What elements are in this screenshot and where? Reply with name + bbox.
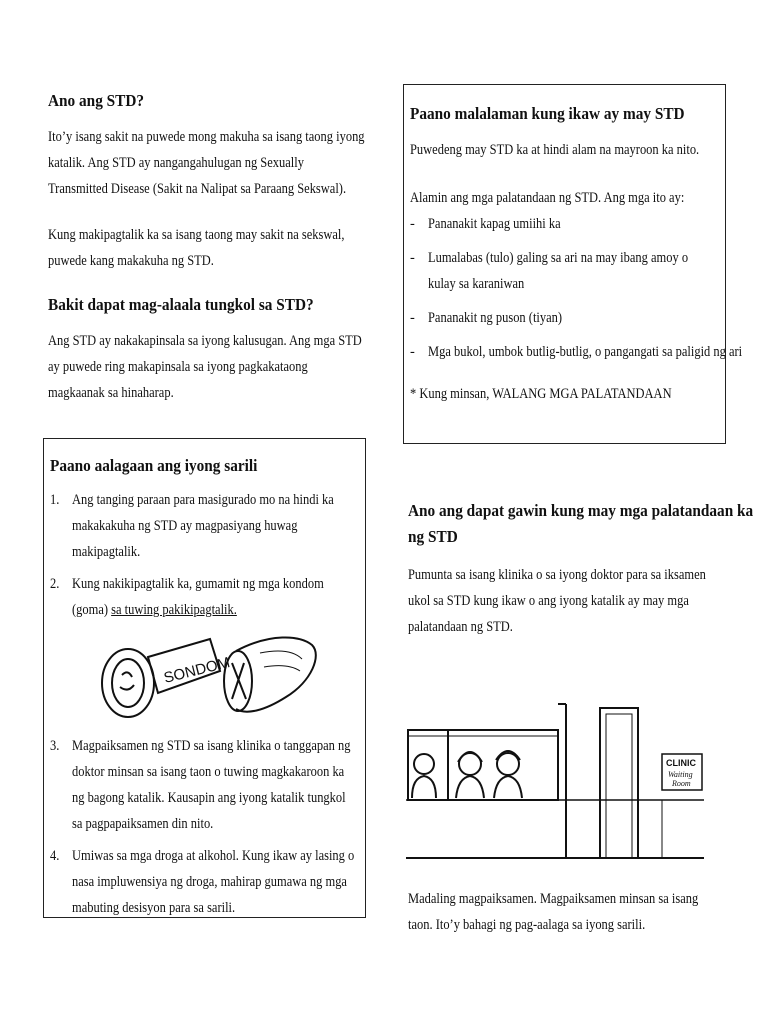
underlined-text: sa tuwing pakikipagtalik. [111, 602, 237, 618]
sign-text: Mga bukol, umbok butlig-butlig, o pangangati sa paligid ng ari [428, 344, 743, 360]
list-number: 1. [50, 492, 60, 508]
heading-what-to-do-line2: ng STD [408, 527, 458, 546]
know-std-paragraph-2: Alamin ang mga palatandaan ng STD. Ang mga ito ay: [410, 190, 685, 206]
list-item-text: Ang tanging paraan para masigurado mo na hindi ka makakakuha ng STD ay magpasiyang huwag makipagtalik. [72, 492, 334, 560]
list-item [50, 487, 359, 565]
condom-illustration [50, 623, 350, 733]
list-item [50, 733, 359, 837]
list-item [50, 571, 359, 623]
list-item-text [72, 571, 358, 623]
list-number: 4. [50, 848, 60, 864]
list-item [410, 339, 743, 365]
list-item [410, 305, 719, 331]
list-item-text: Umiwas sa mga droga at alkohol. Kung ikaw ay lasing o nasa impluwensiya ng droga, mahirap gumawa ng mga mabuting desisyon para sa sarili. [72, 848, 355, 916]
dash-bullet: - [410, 250, 415, 266]
list-item [410, 211, 719, 237]
clinic-sign-line2: Waiting [668, 770, 693, 779]
know-std-box [403, 84, 743, 444]
signs-list [410, 211, 743, 365]
no-signs-note: * Kung minsan, WALANG MGA PALATANDAAN [410, 386, 672, 402]
clinic-sign-line3: Room [672, 779, 691, 788]
heading-why-care: Bakit dapat mag-alaala tungkol sa STD? [48, 295, 314, 314]
sign-text: Pananakit kapag umiihi ka [428, 216, 561, 232]
closing-paragraph: Madaling magpaiksamen. Magpaiksamen minsan sa isang taon. Ito’y bahagi ng pag-aalaga sa iyong sarili. [408, 891, 699, 933]
dash-bullet: - [410, 344, 415, 360]
what-is-std-paragraph-2: Kung makipagtalik ka sa isang taong may sakit na sekswal, puwede kang makakuha ng STD. [48, 227, 345, 269]
heading-what-to-do-line1: Ano ang dapat gawin kung may mga palatandaan ka [408, 501, 754, 520]
sign-text: Pananakit ng puson (tiyan) [428, 310, 563, 326]
what-to-do-section [408, 498, 754, 640]
know-std-paragraph-1: Puwedeng may STD ka at hindi alam na mayroon ka nito. [410, 142, 700, 158]
clinic-sign-line1: CLINIC [666, 758, 696, 768]
dash-bullet: - [410, 216, 415, 232]
list-item-text: Magpaiksamen ng STD sa isang klinika o tanggapan ng doktor minsan sa isang taon o tuwing magkakaroon ka ng bagong katalik. Kausapin ang iyong katalik tungkol sa pagpapaiksamen din nito. [72, 738, 351, 832]
condom-illustration-row [50, 623, 359, 733]
what-is-std-paragraph-1: Ito’y isang sakit na puwede mong makuha sa isang taong iyong katalik. Ang STD ay nangangahulugan ng Sexually Transmitted Disease (Sakit na Nalipat sa Paraang Sekswal). [48, 129, 365, 197]
sign-text: Lumalabas (tulo) galing sa ari na may ibang amoy o kulay sa karaniwan [428, 250, 689, 292]
list-number: 2. [50, 576, 60, 592]
list-item [410, 245, 719, 297]
condom-text: Kung nakikipagtalik ka, gumamit ng mga kondom (goma) [72, 576, 324, 618]
heading-what-is-std: Ano ang STD? [48, 91, 145, 110]
why-care-paragraph: Ang STD ay nakakapinsala sa iyong kalusugan. Ang mga STD ay puwede ring makapinsala sa iyong pagkakataong magkaanak sa hinaharap. [48, 333, 362, 401]
self-care-list [50, 487, 359, 921]
heading-know-std: Paano malalaman kung ikaw ay may STD [410, 104, 685, 123]
closing-section [408, 886, 726, 938]
clinic-illustration [404, 700, 708, 864]
dash-bullet: - [410, 310, 415, 326]
left-column [48, 88, 366, 406]
condom-packet-label: SONDOM [162, 654, 232, 687]
self-care-box [43, 438, 366, 918]
list-item [50, 843, 359, 921]
list-number: 3. [50, 738, 60, 754]
heading-self-care: Paano aalagaan ang iyong sarili [50, 456, 258, 475]
what-to-do-paragraph: Pumunta sa isang klinika o sa iyong doktor para sa iksamen ukol sa STD kung ikaw o ang iyong katalik ay may mga palatandaan ng STD. [408, 567, 706, 635]
